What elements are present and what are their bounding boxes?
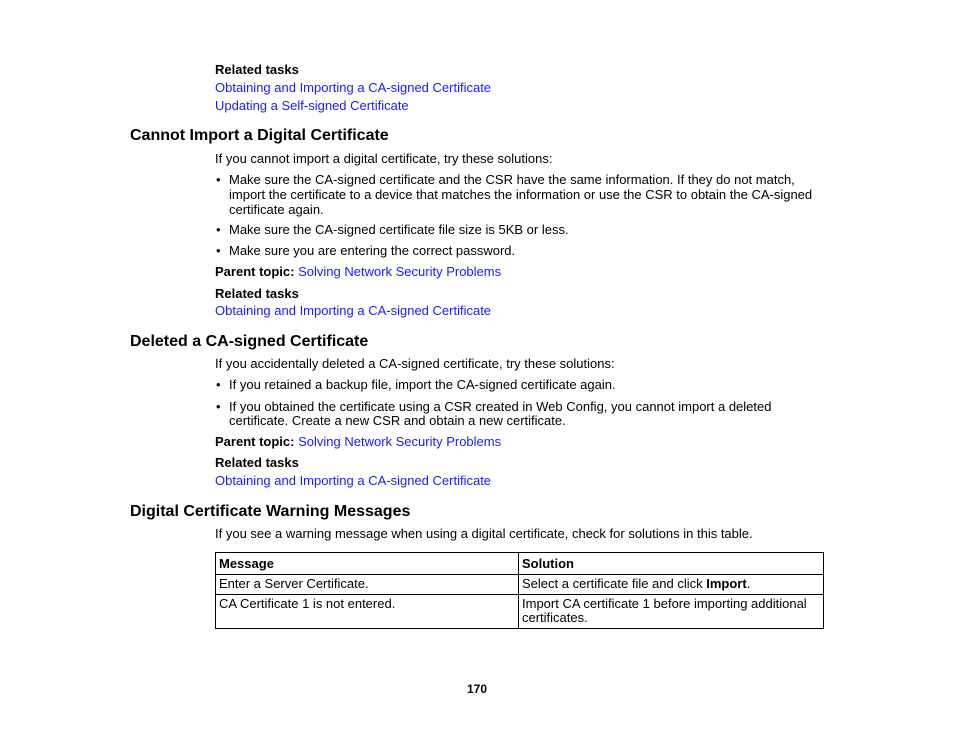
bullet-text: Make sure the CA-signed certificate and the CSR have the same information. If they do not match,	[229, 172, 795, 187]
table-row	[216, 575, 824, 595]
solution-text: Import CA certificate 1 before importing additional	[522, 596, 807, 611]
section-heading-cannot-import: Cannot Import a Digital Certificate	[130, 127, 389, 144]
page-number: 170	[466, 682, 488, 696]
section-heading-warning-messages: Digital Certificate Warning Messages	[130, 503, 411, 520]
parent-topic-label: Parent topic:	[215, 264, 295, 279]
bullet-marker: •	[216, 377, 221, 392]
link-solving-network-security[interactable]: Solving Network Security Problems	[298, 434, 502, 449]
link-obtaining-importing-ca-cert[interactable]: Obtaining and Importing a CA-signed Certificate	[215, 80, 492, 95]
bullet-text: If you retained a backup file, import the CA-signed certificate again.	[229, 377, 616, 392]
link-updating-self-signed-cert[interactable]: Updating a Self-signed Certificate	[215, 98, 409, 113]
table-header-row	[216, 553, 824, 575]
link-solving-network-security[interactable]: Solving Network Security Problems	[298, 264, 502, 279]
bullet-marker: •	[216, 399, 221, 414]
table-row	[216, 595, 824, 629]
bullet-marker: •	[216, 222, 221, 237]
link-obtaining-importing-ca-cert[interactable]: Obtaining and Importing a CA-signed Certificate	[215, 473, 492, 488]
bullet-text: Make sure the CA-signed certificate file size is 5KB or less.	[229, 222, 569, 237]
column-header-message: Message	[216, 553, 519, 575]
bullet-text: If you obtained the certificate using a CSR created in Web Config, you cannot import a deleted	[229, 399, 772, 414]
bullet-text: import the certificate to a device that matches the information or use the CSR to obtain the CA-signed	[229, 187, 813, 202]
bullet-marker: •	[216, 172, 221, 187]
bullet-text: Make sure you are entering the correct password.	[229, 243, 516, 258]
section-heading-deleted-ca-cert: Deleted a CA-signed Certificate	[130, 333, 369, 350]
warning-messages-table	[215, 552, 824, 629]
parent-topic-label: Parent topic:	[215, 434, 295, 449]
bullet-marker: •	[216, 243, 221, 258]
related-tasks-label: Related tasks	[215, 455, 299, 470]
section-intro: If you accidentally deleted a CA-signed certificate, try these solutions:	[215, 356, 615, 371]
solution-text: certificates.	[522, 610, 588, 625]
solution-text: .	[746, 576, 751, 591]
bullet-text: certificate. Create a new CSR and obtain a new certificate.	[229, 413, 566, 428]
bullet-text: certificate again.	[229, 202, 324, 217]
related-tasks-label: Related tasks	[215, 286, 299, 301]
column-header-solution: Solution	[519, 553, 824, 575]
section-intro: If you cannot import a digital certificate, try these solutions:	[215, 151, 553, 166]
parent-topic	[215, 264, 501, 279]
table-cell-message: CA Certificate 1 is not entered.	[216, 595, 519, 629]
related-tasks-label: Related tasks	[215, 62, 299, 77]
solution-text: Select a certificate file and click	[522, 576, 707, 591]
parent-topic	[215, 434, 501, 449]
link-obtaining-importing-ca-cert[interactable]: Obtaining and Importing a CA-signed Certificate	[215, 303, 492, 318]
table-cell-solution	[519, 595, 824, 629]
table-cell-solution	[519, 575, 824, 595]
section-intro: If you see a warning message when using a digital certificate, check for solutions in this table.	[215, 526, 753, 541]
solution-bold-text: Import	[706, 576, 747, 591]
table-cell-message: Enter a Server Certificate.	[216, 575, 519, 595]
